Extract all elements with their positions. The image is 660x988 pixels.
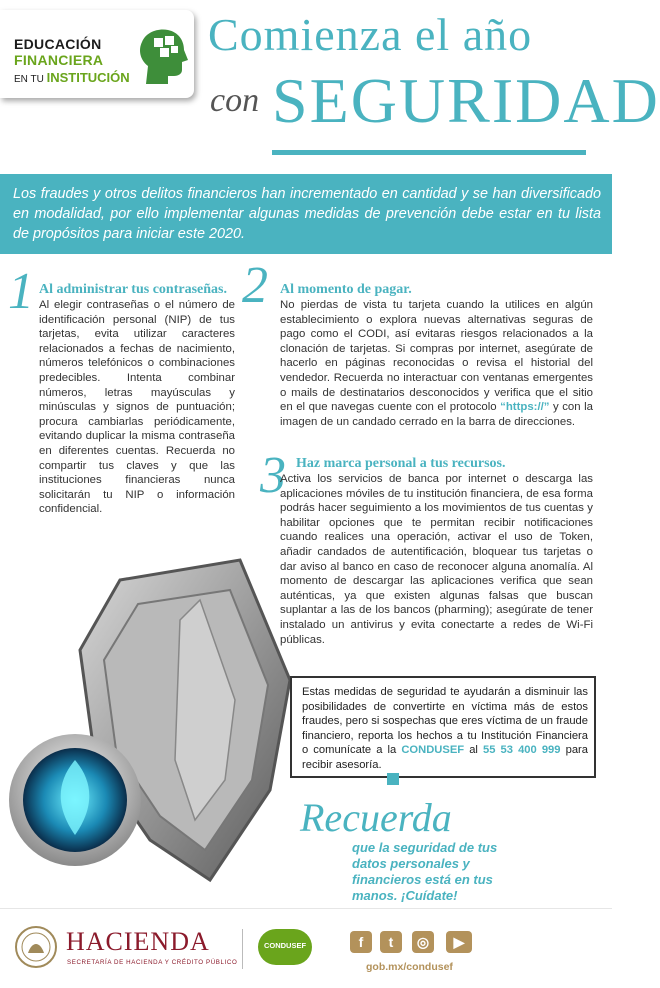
title-underline [272, 150, 586, 155]
box-accent-square [387, 773, 399, 785]
section-3-body: Activa los servicios de banca por internet o descarga las aplicaciones móviles de tu institución financiera, de esa forma podrás hacer seguimiento a los movimientos de tus cuentas y habilitar opciones que te permitan recibir notificaciones cuando realices una operación, activar el uso de Token, añadir candados de autentificación, bloquear tus tarjetas o dar aviso al banco en caso de reconocer alguna anomalía. Al momento de descargar las aplicaciones verifica que sean auténticas, ya que existen algunas falsas que buscan suplantar a las de los bancos (pharming); asegúrate de tener instalado un antivirus y evita conectarte a redes de Wi-Fi públicas. [280, 473, 593, 646]
condusef-highlight: CONDUSEF [401, 744, 465, 757]
section-3-heading: Haz marca personal a tus recursos. [296, 456, 506, 471]
section-2-heading: Al momento de pagar. [280, 282, 412, 297]
hacienda-logo-text: HACIENDA [66, 927, 210, 956]
https-highlight: “https://” [500, 401, 550, 414]
advice-text [302, 685, 588, 773]
footer-divider [242, 929, 243, 969]
section-1-heading: Al administrar tus contraseñas. [39, 282, 227, 297]
facebook-icon[interactable]: f [350, 931, 372, 953]
instagram-icon[interactable]: ◎ [412, 931, 434, 953]
advice-text-mid: al [464, 744, 484, 757]
hacienda-subtitle: SECRETARÍA DE HACIENDA Y CRÉDITO PÚBLICO [67, 959, 238, 966]
educacion-financiera-logo [0, 10, 194, 98]
page-title: Comienza el año [208, 9, 533, 60]
twitter-icon[interactable]: t [380, 931, 402, 953]
section-2-body-end: y con la imagen de un candado cerrado en la barra de direcciones. [280, 401, 593, 428]
section-2-number: 2 [242, 257, 268, 314]
intro-text: Los fraudes y otros delitos financieros han incrementado en cantidad y se han diversificado en modalidad, por ello implementar algunas medidas de prevención debe estar en tu lista de propósitos para iniciar este 2020. [13, 186, 601, 242]
recuerda-title: Recuerda [300, 795, 452, 840]
advice-box [290, 676, 596, 778]
title-seguridad: SEGURIDAD [272, 65, 660, 136]
footer [0, 908, 612, 988]
youtube-icon[interactable]: ▶ [446, 931, 472, 953]
section-1-number: 1 [8, 263, 34, 320]
logo-line-3-bold: INSTITUCIÓN [46, 70, 130, 85]
condusef-logo[interactable] [258, 929, 312, 965]
head-puzzle-icon [136, 26, 188, 86]
logo-line-2: FINANCIERA [14, 52, 104, 68]
section-1-body: Al elegir contraseñas o el número de identificación personal (NIP) de tus tarjetas, evita utilizar caracteres relacionados a fechas de nacimiento, números telefónicos o combinaciones predecibles. Intenta combinar números, letras mayúsculas y minúsculas y signos de puntuación; procura cambiarlas periódicamente, evitando duplicar la misma contraseña en diferentes cuentas. Recuerda no compartir tus claves y que las instituciones financieras nunca solicitarán tu NIP o información confidencial. [39, 299, 235, 516]
advice-text-start: Estas medidas de seguridad te ayudarán a disminuir las posibilidades de convertirte en víctima más de estos fraudes, pero si sospechas que eres víctima de un fraude financiero, reporta los hechos a tu Institución Financiera o comunícate a la [302, 686, 588, 757]
section-3-number: 3 [260, 447, 286, 504]
section-2-body [280, 298, 593, 429]
logo-line-3-prefix: EN TU [14, 74, 47, 85]
recuerda-text: que la seguridad de tus datos personales y financieros está en tus manos. ¡Cuídate! [352, 840, 498, 903]
shield-illustration [0, 560, 300, 900]
intro-band [0, 174, 612, 254]
logo-line-1: EDUCACIÓN [14, 36, 102, 52]
condusef-logo-text: CONDUSEF [263, 941, 307, 950]
title-con: con [210, 82, 260, 119]
website-link[interactable]: gob.mx/condusef [366, 961, 453, 973]
section-2-body-text: No pierdas de vista tu tarjeta cuando la utilices en algún establecimiento o explora nuevas alternativas seguras de pago como el CODI, así evitaras riesgos relacionados a la clonación de tarjetas. Si compras por internet, asegúrate de hacerlo en páginas reconocidas o revisa el historial del vendedor. Recuerda no interactuar con ventanas emergentes o mails de destinatarios desconocidos y verifica que el sitio en el que navegas cuente con el protocolo [280, 299, 593, 414]
advice-text-end: para recibir asesoría. [302, 744, 588, 771]
mexico-seal-icon [14, 925, 58, 969]
logo-line-3 [14, 70, 130, 85]
phone-number: 55 53 400 999 [483, 744, 561, 757]
